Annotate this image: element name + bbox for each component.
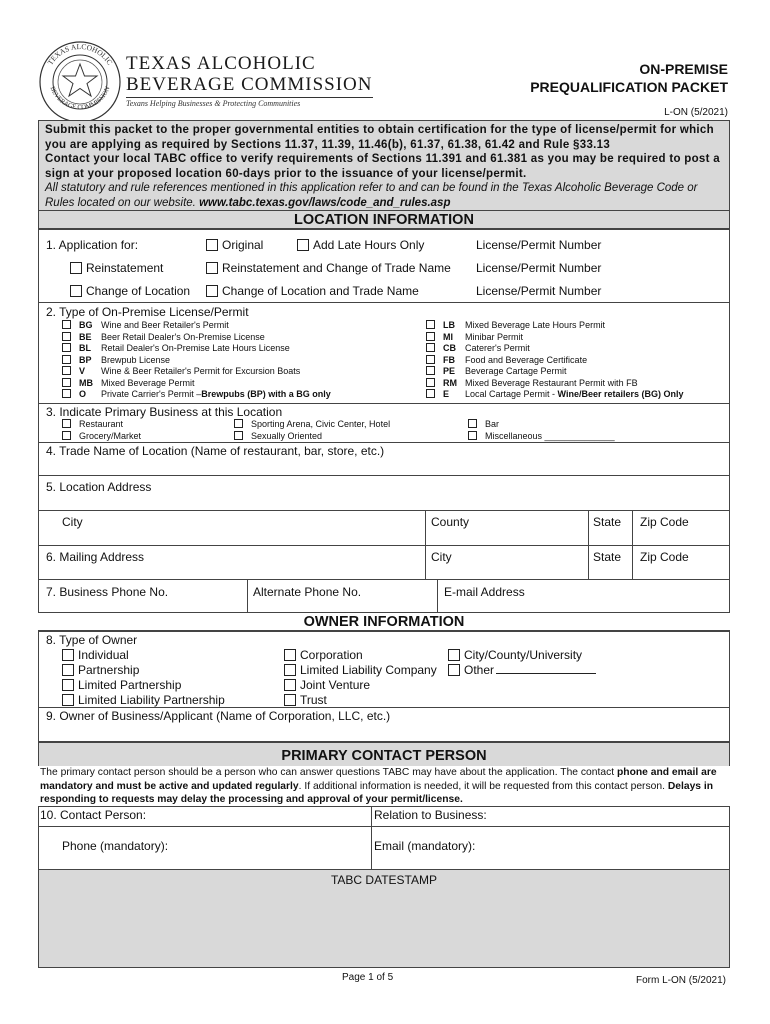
divider: [38, 631, 730, 632]
permit-number-label-2: License/Permit Number: [476, 261, 602, 275]
reinstatement-label: Reinstatement: [86, 261, 164, 275]
form-footer-code: Form L-ON (5/2021): [635, 975, 726, 986]
form-code: L-ON (5/2021): [664, 107, 728, 118]
divider: [38, 707, 730, 708]
business-grocery[interactable]: Grocery/Market: [62, 431, 141, 443]
divider: [38, 826, 730, 827]
owner-llp[interactable]: Limited Liability Partnership: [62, 693, 225, 707]
owner-joint-venture[interactable]: Joint Venture: [284, 678, 370, 692]
divider: [38, 579, 730, 580]
permit-number-label-1: License/Permit Number: [476, 238, 602, 252]
tabc-datestamp-label: TABC DATESTAMP: [330, 873, 437, 887]
business-sporting-arena[interactable]: Sporting Arena, Civic Center, Hotel: [234, 419, 390, 431]
agency-tagline: Texans Helping Businesses & Protecting Communities: [126, 99, 301, 108]
permit-option-pe[interactable]: PE Beverage Cartage Permit: [426, 366, 726, 378]
email-mandatory-label: Email (mandatory):: [374, 839, 476, 853]
owner-other[interactable]: Other: [448, 663, 596, 677]
permit-option-bg[interactable]: BG Wine and Beer Retailer's Permit: [62, 320, 422, 332]
reinstatement-change-label: Reinstatement and Change of Trade Name: [222, 261, 451, 275]
divider: [38, 510, 730, 511]
add-late-hours-label: Add Late Hours Only: [313, 238, 425, 252]
owner-trust[interactable]: Trust: [284, 693, 327, 707]
permit-list-left: [62, 320, 422, 401]
permit-option-mi[interactable]: MI Minibar Permit: [426, 332, 726, 344]
divider: [38, 545, 730, 546]
permit-option-rm[interactable]: RM Mixed Beverage Restaurant Permit with FB: [426, 378, 726, 390]
phone-mandatory-label: Phone (mandatory):: [62, 839, 169, 853]
form-title-line1: ON-PREMISE: [639, 61, 728, 77]
permit-option-be[interactable]: BE Beer Retail Dealer's On-Premise License: [62, 332, 422, 344]
location-section-title: LOCATION INFORMATION: [38, 210, 730, 229]
q9-owner-name-label: 9. Owner of Business/Applicant (Name of Corporation, LLC, etc.): [46, 709, 391, 723]
city-label-2: City: [431, 550, 452, 564]
option-original[interactable]: [206, 238, 263, 252]
contact-section-title: PRIMARY CONTACT PERSON: [281, 748, 487, 764]
reinstatement-checkbox[interactable]: [70, 262, 82, 274]
city-label-1: City: [62, 515, 83, 529]
business-bar[interactable]: Bar: [468, 419, 499, 431]
owner-limited-partnership[interactable]: Limited Partnership: [62, 678, 181, 692]
permit-option-fb[interactable]: FB Food and Beverage Certificate: [426, 355, 726, 367]
divider: [632, 545, 633, 579]
page-number: Page 1 of 5: [342, 972, 394, 983]
change-location-trade-label: Change of Location and Trade Name: [222, 284, 419, 298]
owner-llc[interactable]: Limited Liability Company: [284, 663, 437, 677]
q4-trade-name-label: 4. Trade Name of Location (Name of restaurant, bar, store, etc.): [46, 444, 385, 458]
owner-corporation[interactable]: Corporation: [284, 648, 363, 662]
intro-p1: Submit this packet to the proper governmental entities to obtain certification for the type of license/permit for which you are applying as required by Sections 11.37, 11.39, 11.46(b), 61.37, 61.38, 61.42 and Rule §33.13: [45, 124, 714, 151]
state-label-1: State: [593, 515, 622, 529]
owner-section-title: OWNER INFORMATION: [38, 612, 730, 631]
seal-text: TEXAS ALCOHOLIC: [45, 41, 115, 67]
email-address-label: E-mail Address: [444, 585, 525, 599]
intro-instructions: [38, 120, 730, 211]
q5-location-address-label: 5. Location Address: [46, 480, 152, 494]
permit-number-label-3: License/Permit Number: [476, 284, 602, 298]
q8-owner-type-label: 8. Type of Owner: [46, 633, 138, 647]
add-late-hours-checkbox[interactable]: [297, 239, 309, 251]
business-miscellaneous[interactable]: Miscellaneous ______________: [468, 431, 615, 443]
option-reinstatement-change[interactable]: [206, 261, 451, 275]
county-label: County: [431, 515, 470, 529]
permit-option-mb[interactable]: MB Mixed Beverage Permit: [62, 378, 422, 390]
permit-option-e[interactable]: E Local Cartage Permit - Wine/Beer retailers (BG) Only: [426, 389, 726, 401]
original-checkbox[interactable]: [206, 239, 218, 251]
option-reinstatement[interactable]: [70, 261, 163, 275]
agency-name-line2: BEVERAGE COMMISSION: [126, 74, 373, 98]
divider: [632, 510, 633, 545]
divider: [38, 302, 730, 303]
owner-partnership[interactable]: Partnership: [62, 663, 139, 677]
state-label-2: State: [593, 550, 622, 564]
permit-option-o[interactable]: O Private Carrier's Permit –Brewpubs (BP) with a BG only: [62, 389, 422, 401]
permit-option-bp[interactable]: BP Brewpub License: [62, 355, 422, 367]
permit-list-right: [426, 320, 726, 401]
permit-option-bl[interactable]: BL Retail Dealer's On-Premise Late Hours License: [62, 343, 422, 355]
contact-description: The primary contact person should be a person who can answer questions TABC may have about the application. The contact phone and email are mandatory and must be active and updated regularly. If additional information is needed, it will be requested from this contact person. Delays in responding to requests may delay the processing and approval of your permit/license.: [38, 766, 730, 807]
change-location-checkbox[interactable]: [70, 285, 82, 297]
relation-to-business-label: Relation to Business:: [374, 808, 487, 822]
change-location-label: Change of Location: [86, 284, 191, 298]
option-change-location-trade[interactable]: [206, 284, 419, 298]
intro-p2: Contact your local TABC office to verify requirements of Sections 11.391 and 61.381 as you may be required to post a sign at your proposed location 60-days prior to the issuance of your license/permit.: [45, 153, 720, 180]
business-sexually-oriented[interactable]: Sexually Oriented: [234, 431, 322, 443]
zip-label-1: Zip Code: [640, 515, 689, 529]
option-change-location[interactable]: [70, 284, 190, 298]
permit-option-cb[interactable]: CB Caterer's Permit: [426, 343, 726, 355]
owner-other-field[interactable]: [496, 673, 596, 674]
permit-option-lb[interactable]: LB Mixed Beverage Late Hours Permit: [426, 320, 726, 332]
divider: [437, 579, 438, 612]
agency-name-line1: TEXAS ALCOHOLIC: [126, 53, 316, 74]
q7-business-phone-label: 7. Business Phone No.: [46, 585, 169, 599]
divider: [371, 806, 372, 870]
divider: [38, 403, 730, 404]
reinstatement-change-checkbox[interactable]: [206, 262, 218, 274]
owner-individual[interactable]: Individual: [62, 648, 129, 662]
option-add-late-hours[interactable]: [297, 238, 424, 252]
divider: [425, 510, 426, 545]
divider: [38, 475, 730, 476]
alternate-phone-label: Alternate Phone No.: [253, 585, 362, 599]
intro-url[interactable]: www.tabc.texas.gov/laws/code_and_rules.asp: [199, 196, 451, 209]
business-restaurant[interactable]: Restaurant: [62, 419, 123, 431]
divider: [588, 545, 589, 579]
divider: [247, 579, 248, 612]
zip-label-2: Zip Code: [640, 550, 689, 564]
q10-contact-person-label: 10. Contact Person:: [40, 808, 147, 822]
intro-p3: All statutory and rule references mentioned in this application refer to and can be found in the Texas Alcoholic Beverage Code or Rules located on our website.: [45, 182, 698, 209]
divider: [425, 545, 426, 579]
divider: [588, 510, 589, 545]
agency-seal: [38, 40, 122, 124]
q6-mailing-address-label: 6. Mailing Address: [46, 550, 145, 564]
owner-city-county-university[interactable]: City/County/University: [448, 648, 582, 662]
q2-label: 2. Type of On-Premise License/Permit: [46, 305, 249, 319]
svg-text:BEVERAGE COMMISSION: BEVERAGE COMMISSION: [48, 85, 112, 112]
q1-label: 1. Application for:: [46, 238, 139, 252]
original-label: Original: [222, 238, 264, 252]
divider: [38, 442, 730, 443]
q3-label: 3. Indicate Primary Business at this Location: [46, 405, 283, 419]
change-location-trade-checkbox[interactable]: [206, 285, 218, 297]
form-title-line2: PREQUALIFICATION PACKET: [530, 79, 728, 95]
permit-option-v[interactable]: V Wine & Beer Retailer's Permit for Excursion Boats: [62, 366, 422, 378]
